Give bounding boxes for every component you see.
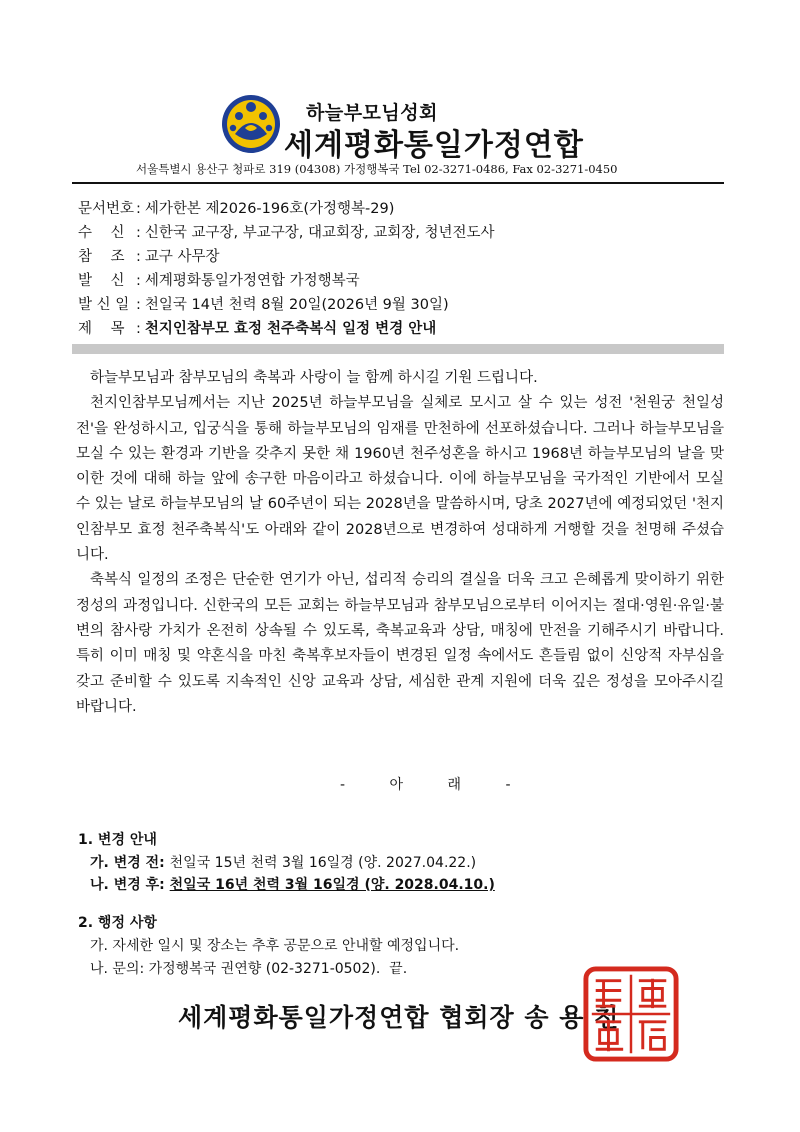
- official-seal-stamp: [582, 965, 680, 1063]
- reference-row: 참 조 : 교구 사무장: [78, 245, 220, 266]
- organization-logo: [221, 94, 281, 154]
- signer-name: 세계평화통일가정연합 협회장 송 용 천: [178, 1003, 620, 1032]
- sender-row: 발 신 : 세계평화통일가정연합 가정행복국: [78, 269, 360, 290]
- change-before-row: 가. 변경 전: 천일국 15년 천력 3월 16일경 (양. 2027.04.22.): [90, 855, 477, 871]
- section-2-title: 2. 행정 사항: [78, 915, 157, 931]
- change-before-value: 천일국 15년 천력 3월 16일경 (양. 2027.04.22.): [169, 855, 477, 871]
- body-paragraph-1: 하늘부모님과 참부모님의 축복과 사랑이 늘 함께 하시길 기원 드립니다.: [90, 370, 538, 386]
- doc-number-label: 문서번호: [78, 201, 135, 217]
- send-date-row: 발 신 일 : 천일국 14년 천력 8월 20일(2026년 9월 30일): [78, 293, 449, 314]
- recipient-row: 수 신 : 신한국 교구장, 부교구장, 대교회장, 교회장, 청년전도사: [78, 221, 495, 242]
- reference-value: 교구 사무장: [144, 249, 220, 265]
- change-before-label: 가. 변경 전: [90, 855, 160, 871]
- divider-bar: [72, 344, 724, 354]
- recipient-value: 신한국 교구장, 부교구장, 대교회장, 교회장, 청년전도사: [144, 225, 495, 241]
- letterhead-address: 서울특별시 용산구 청파로 319 (04308) 가정행복국 Tel 02-3271-0486, Fax 02-3271-0450: [136, 162, 618, 176]
- send-date-label: 발 신 일: [78, 297, 130, 313]
- sender-label: 발 신: [78, 273, 125, 289]
- body-paragraph-2: 천지인참부모님께서는 지난 2025년 하늘부모님을 실체로 모시고 살 수 있는 성전 '천원궁 천일성전'을 완성하시고, 입궁식을 통해 하늘부모님의 임재를 만천하에 선포하셨습니다. 그러나 하늘부모님을 모실 수 있는 환경과 기반을 갖추지 못한 채 1960년 천주성혼을 하시고 1968년 하늘부모님의 날을 맞이한 것에 대해 하늘 앞에 송구한 마음이라고 하셨습니다. 이에 하늘부모님을 국가적인 기반에서 모실 수 있는 날로 하늘부모님의 날 60주년이 되는 2028년을 말씀하시며, 당초 2027년에 예정되었던 '천지인참부모 효정 천주축복식'도 아래와 같이 2028년으로 변경하여 성대하게 거행할 것을 천명해 주셨습니다.: [76, 395, 724, 564]
- sender-value: 세계평화통일가정연합 가정행복국: [144, 273, 360, 289]
- org-title: 세계평화통일가정연합: [284, 128, 584, 163]
- doc-number-value: 세가한본 제2026-196호(가정행복-29): [144, 201, 395, 217]
- letter-body: [76, 366, 724, 720]
- subject-row: 제 목 : 천지인참부모 효정 천주축복식 일정 변경 안내: [78, 317, 436, 338]
- header-rule: [72, 182, 724, 184]
- subject-label: 제 목: [78, 321, 125, 337]
- below-heading: - 아 래 -: [340, 777, 511, 793]
- admin-item-1: 가. 자세한 일시 및 장소는 추후 공문으로 안내할 예정입니다.: [90, 938, 460, 954]
- change-after-label: 나. 변경 후: [90, 877, 160, 893]
- body-paragraph-3: 축복식 일정의 조정은 단순한 연기가 아닌, 섭리적 승리의 결실을 더욱 크고 은혜롭게 맞이하기 위한 정성의 과정입니다. 신한국의 모든 교회는 하늘부모님과 참부모님으로부터 이어지는 절대·영원·유일·불변의 참사랑 가치가 온전히 상속될 수 있도록, 축복교육과 상담, 매칭에 만전을 기해주시기 바랍니다. 특히 이미 매칭 및 약혼식을 마친 축복후보자들이 변경된 일정 속에서도 흔들림 없이 신앙적 자부심을 갖고 준비할 수 있도록 지속적인 신앙 교육과 상담, 세심한 관계 지원에 더욱 깊은 정성을 모아주시길 바랍니다.: [76, 572, 724, 715]
- change-after-value: 천일국 16년 천력 3월 16일경 (양. 2028.04.10.): [169, 877, 495, 893]
- change-after-row: 나. 변경 후: 천일국 16년 천력 3월 16일경 (양. 2028.04.10.): [90, 877, 495, 893]
- subject-value: 천지인참부모 효정 천주축복식 일정 변경 안내: [144, 321, 437, 337]
- reference-label: 참 조: [78, 249, 125, 265]
- section-1-title: 1. 변경 안내: [78, 832, 157, 848]
- send-date-value: 천일국 14년 천력 8월 20일(2026년 9월 30일): [144, 297, 449, 313]
- org-subtitle: 하늘부모님성회: [306, 102, 438, 124]
- recipient-label: 수 신: [78, 225, 125, 241]
- doc-number-row: 문서번호 : 세가한본 제2026-196호(가정행복-29): [78, 197, 394, 218]
- admin-item-2: 나. 문의: 가정행복국 권연향 (02-3271-0502). 끝.: [90, 961, 408, 977]
